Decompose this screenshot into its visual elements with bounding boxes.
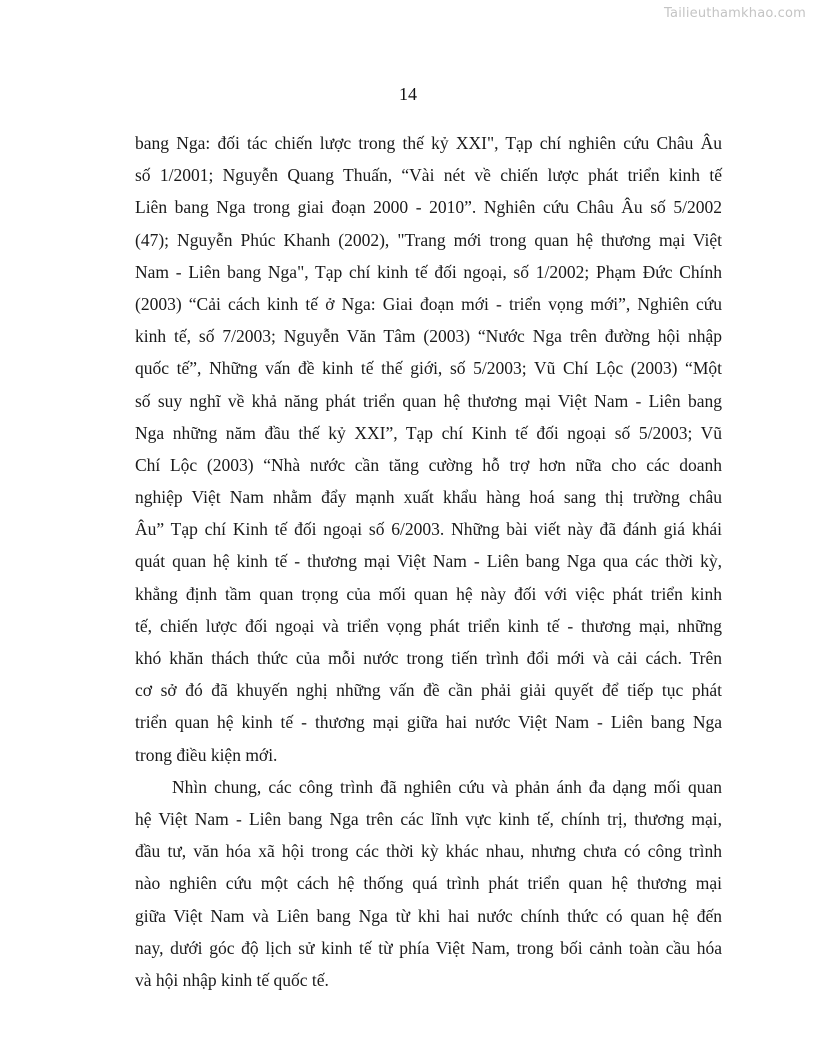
text-line: cơ sở đó đã khuyến nghị những vấn đề cần phải giải quyết để tiếp tục phát xyxy=(135,680,722,701)
text-line: giữa Việt Nam và Liên bang Nga từ khi hai nước chính thức có quan hệ đến xyxy=(135,905,722,926)
text-line: Chí Lộc (2003) “Nhà nước cần tăng cường hỗ trợ hơn nữa cho các doanh xyxy=(135,454,722,475)
text-line: khẳng định tầm quan trọng của mối quan hệ này đối với việc phát triển kinh xyxy=(135,583,722,604)
text-line: và hội nhập kinh tế quốc tế. xyxy=(135,969,329,990)
text-line: nay, dưới góc độ lịch sử kinh tế từ phía Việt Nam, trong bối cảnh toàn cầu hóa xyxy=(135,937,722,958)
text-line: quát quan hệ kinh tế - thương mại Việt Nam - Liên bang Nga qua các thời kỳ, xyxy=(135,551,722,572)
text-line: quốc tế”, Những vấn đề kinh tế thế giới, số 5/2003; Vũ Chí Lộc (2003) “Một xyxy=(135,358,722,379)
text-line: đầu tư, văn hóa xã hội trong các thời kỳ khác nhau, nhưng chưa có công trình xyxy=(135,841,722,862)
page-number: 14 xyxy=(399,84,417,104)
text-line: nào nghiên cứu một cách hệ thống quá trình phát triển quan hệ thương mại xyxy=(135,873,722,894)
text-line: nghiệp Việt Nam nhằm đẩy mạnh xuất khẩu hàng hoá sang thị trường châu xyxy=(135,487,722,508)
text-line: hệ Việt Nam - Liên bang Nga trên các lĩnh vực kinh tế, chính trị, thương mại, xyxy=(135,808,722,829)
text-line: Nhìn chung, các công trình đã nghiên cứu và phản ánh đa dạng mối quan xyxy=(172,776,722,797)
text-line: bang Nga: đối tác chiến lược trong thế kỷ XXI", Tạp chí nghiên cứu Châu Âu xyxy=(135,133,722,153)
text-line: kinh tế, số 7/2003; Nguyễn Văn Tâm (2003) “Nước Nga trên đường hội nhập xyxy=(135,326,722,347)
body-text xyxy=(135,127,722,996)
watermark: Tailieuthamkhao.com xyxy=(664,6,806,21)
text-line: (2003) “Cải cách kinh tế ở Nga: Giai đoạn mới - triển vọng mới”, Nghiên cứu xyxy=(135,293,722,314)
paragraph-1 xyxy=(135,127,722,771)
text-line: trong điều kiện mới. xyxy=(135,744,278,765)
text-line: triển quan hệ kinh tế - thương mại giữa hai nước Việt Nam - Liên bang Nga xyxy=(135,712,722,733)
text-line: số suy nghĩ về khả năng phát triển quan hệ thương mại Việt Nam - Liên bang xyxy=(135,390,722,411)
text-line: tế, chiến lược đối ngoại và triển vọng phát triển kinh tế - thương mại, những xyxy=(135,615,722,636)
text-line: (47); Nguyễn Phúc Khanh (2002), "Trang mới trong quan hệ thương mại Việt xyxy=(135,229,722,250)
text-line: Âu” Tạp chí Kinh tế đối ngoại số 6/2003. Những bài viết này đã đánh giá khái xyxy=(135,519,722,540)
paragraph-2 xyxy=(135,771,722,996)
text-line: Nam - Liên bang Nga", Tạp chí kinh tế đối ngoại, số 1/2002; Phạm Đức Chính xyxy=(135,261,722,282)
text-line: số 1/2001; Nguyễn Quang Thuấn, “Vài nét về chiến lược phát triển kinh tế xyxy=(135,165,722,186)
text-line: Nga những năm đầu thế kỷ XXI”, Tạp chí Kinh tế đối ngoại số 5/2003; Vũ xyxy=(135,422,722,443)
text-line: Liên bang Nga trong giai đoạn 2000 - 2010”. Nghiên cứu Châu Âu số 5/2002 xyxy=(135,197,722,218)
text-line: khó khăn thách thức của mỗi nước trong tiến trình đổi mới và cải cách. Trên xyxy=(135,648,722,668)
